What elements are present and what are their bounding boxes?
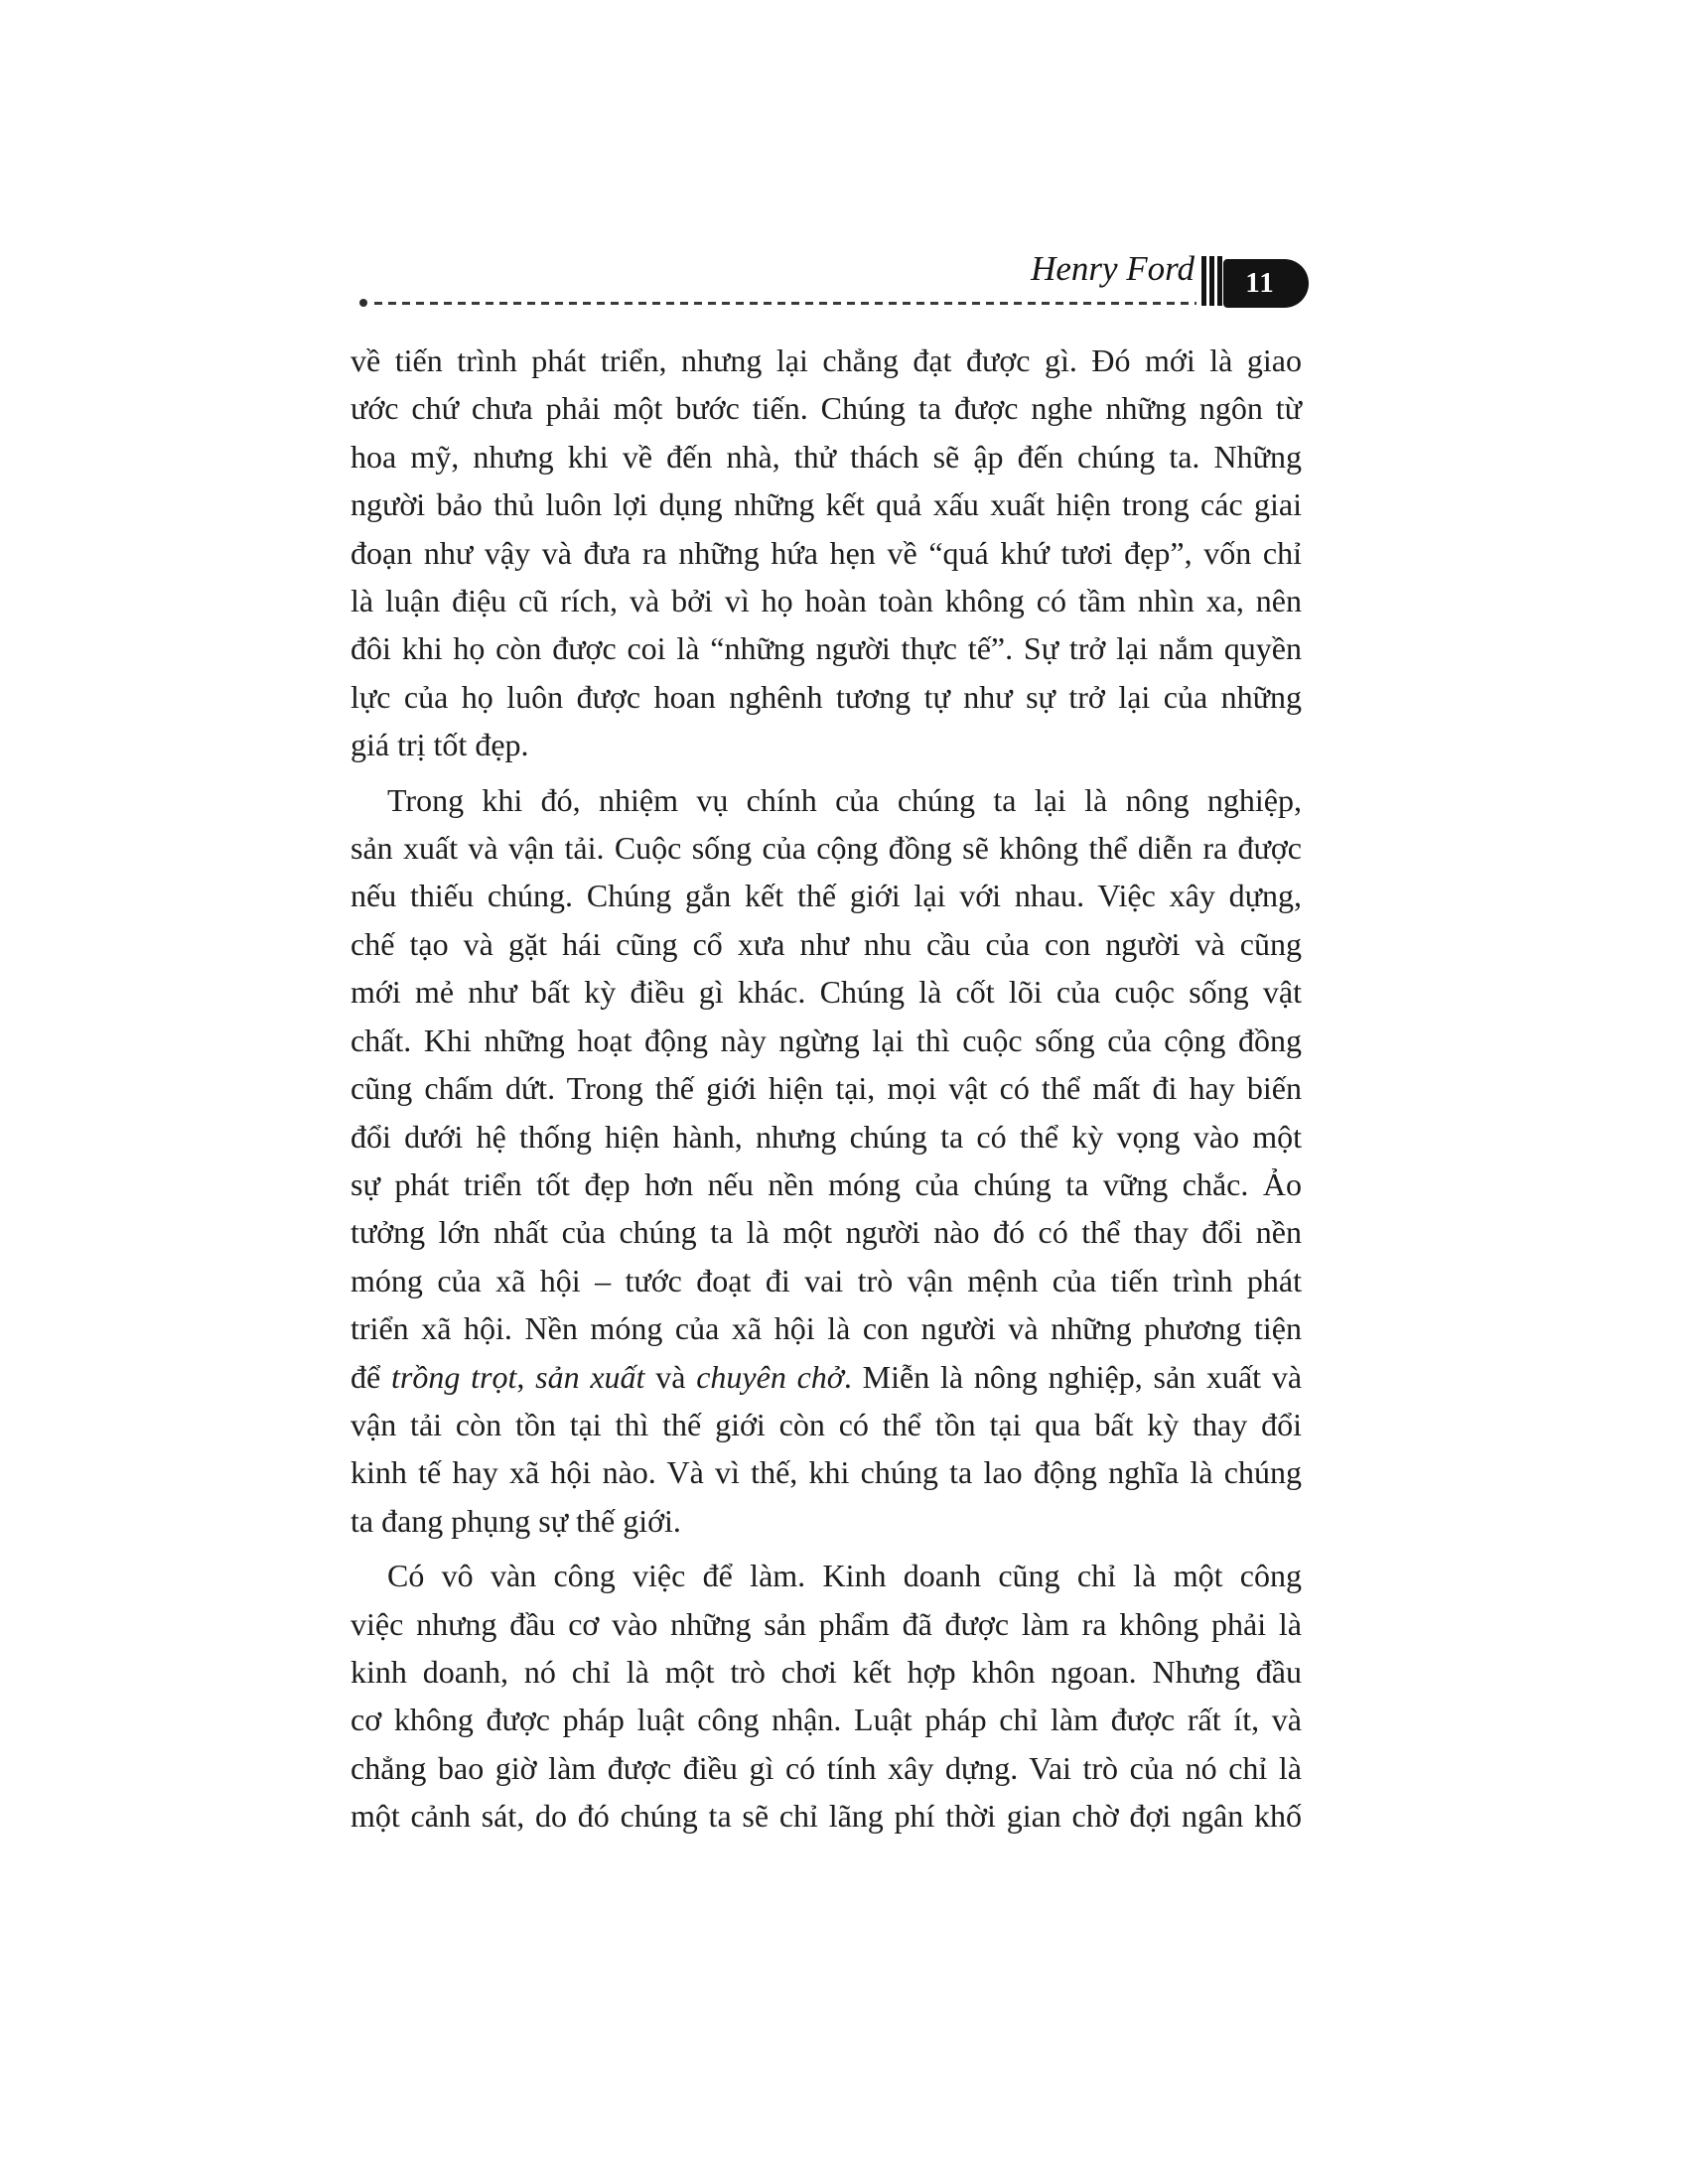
paragraph — [351, 1552, 1302, 1840]
text-line: Trong khi đó, nhiệm vụ chính của chúng ta lại là nông nghiệp, — [387, 781, 1302, 818]
dashed-rule — [359, 298, 1196, 308]
text-line: cơ không được pháp luật công nhận. Luật pháp chỉ làm được rất ít, và — [351, 1702, 1302, 1738]
running-title: Henry Ford — [1031, 249, 1195, 288]
text-line: ta đang phụng sự thế giới. — [351, 1502, 681, 1539]
text-line: Có vô vàn công việc để làm. Kinh doanh cũng chỉ là một công — [387, 1558, 1302, 1594]
text-line: một cảnh sát, do đó chúng ta sẽ chỉ lãng phí thời gian chờ đợi ngân khố — [351, 1798, 1302, 1835]
text-line: là luận điệu cũ rích, và bởi vì họ hoàn toàn không có tầm nhìn xa, nên — [351, 583, 1302, 619]
page-body-text — [351, 337, 1302, 1841]
paragraph — [351, 337, 1302, 769]
text-line: chế tạo và gặt hái cũng cổ xưa như nhu cầu của con người và cũng — [351, 925, 1302, 962]
text-line: người bảo thủ luôn lợi dụng những kết quả xấu xuất hiện trong các giai — [351, 486, 1302, 523]
text-run: , — [516, 1358, 536, 1395]
text-line: tưởng lớn nhất của chúng ta là một người nào đó có thể thay đổi nền — [351, 1214, 1302, 1251]
text-line: lực của họ luôn được hoan nghênh tương tự như sự trở lại của những — [351, 678, 1302, 715]
triple-bars-icon — [1201, 256, 1222, 306]
rule-dashes — [374, 302, 1196, 305]
text-line: về tiến trình phát triển, nhưng lại chẳng đạt được gì. Đó mới là giao — [351, 342, 1302, 378]
text-line: việc nhưng đầu cơ vào những sản phẩm đã được làm ra không phải là — [351, 1605, 1302, 1642]
paragraph — [351, 776, 1302, 1546]
text-line: sản xuất và vận tải. Cuộc sống của cộng đồng sẽ không thể diễn ra được — [351, 830, 1302, 867]
text-line: ước chứ chưa phải một bước tiến. Chúng ta được nghe những ngôn từ — [351, 390, 1302, 427]
text-run: . Miễn là nông nghiệp, sản xuất và — [843, 1358, 1303, 1395]
text-line: đổi dưới hệ thống hiện hành, nhưng chúng ta có thể kỳ vọng vào một — [351, 1118, 1302, 1155]
page-number: 11 — [1245, 267, 1275, 299]
rule-dot-icon — [359, 299, 367, 307]
text-run: để — [351, 1358, 391, 1395]
text-line: chất. Khi những hoạt động này ngừng lại thì cuộc sống của cộng đồng — [351, 1022, 1302, 1058]
text-line: kinh tế hay xã hội nào. Và vì thế, khi chúng ta lao động nghĩa là chúng — [351, 1454, 1302, 1491]
text-line: cũng chấm dứt. Trong thế giới hiện tại, mọi vật có thể mất đi hay biến — [351, 1070, 1302, 1107]
text-line: giá trị tốt đẹp. — [351, 727, 529, 763]
text-line: triển xã hội. Nền móng của xã hội là con người và những phương tiện — [351, 1310, 1302, 1347]
italic-run: trồng trọt — [390, 1358, 517, 1395]
text-run: và — [644, 1358, 697, 1395]
text-line: mới mẻ như bất kỳ điều gì khác. Chúng là cốt lõi của cuộc sống vật — [351, 974, 1302, 1011]
text-line: hoa mỹ, nhưng khi về đến nhà, thử thách sẽ ập đến chúng ta. Những — [351, 438, 1302, 475]
text-line: chẳng bao giờ làm được điều gì có tính xây dựng. Vai trò của nó chỉ là — [351, 1749, 1302, 1786]
page-number-badge — [1223, 259, 1309, 308]
italic-run: sản xuất — [535, 1358, 645, 1395]
text-line: nếu thiếu chúng. Chúng gắn kết thế giới lại với nhau. Việc xây dựng, — [351, 878, 1302, 914]
text-line: đôi khi họ còn được coi là “những người thực tế”. Sự trở lại nắm quyền — [351, 630, 1302, 667]
text-line: đoạn như vậy và đưa ra những hứa hẹn về “quá khứ tươi đẹp”, vốn chỉ — [351, 534, 1302, 571]
text-line: vận tải còn tồn tại thì thế giới còn có thể tồn tại qua bất kỳ thay đổi — [351, 1406, 1302, 1442]
text-line: kinh doanh, nó chỉ là một trò chơi kết hợp khôn ngoan. Nhưng đầu — [351, 1653, 1302, 1690]
italic-run: chuyên chở — [696, 1358, 844, 1395]
text-line — [351, 1353, 1302, 1401]
text-line: móng của xã hội – tước đoạt đi vai trò vận mệnh của tiến trình phát — [351, 1262, 1302, 1298]
text-line: sự phát triển tốt đẹp hơn nếu nền móng của chúng ta vững chắc. Ảo — [351, 1165, 1302, 1202]
